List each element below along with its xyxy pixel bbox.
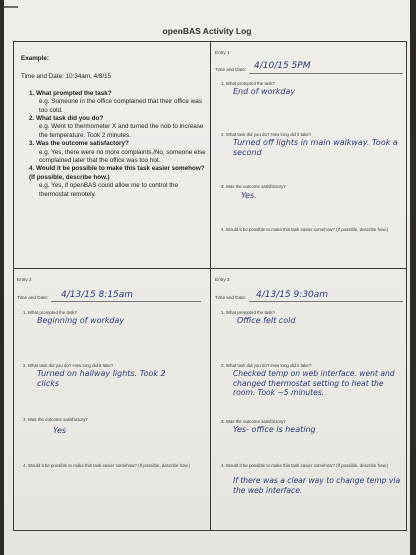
entry-2-cell xyxy=(13,269,210,529)
example-item-3: 3. Was the outcome satisfactory? e.g. Yes, there were no more complaints./No, someone else complained later that the office was too hot. xyxy=(29,140,206,165)
entry-3-time-date-label: Time and Date: xyxy=(215,295,247,300)
example-heading: Example: xyxy=(21,55,49,62)
entry-3-a1: Office felt cold xyxy=(237,316,296,325)
example-item-2: 2. What task did you do? e.g. Went to thermometer X and turned the nob to increase the temperature. Took 2 minutes. xyxy=(29,115,204,139)
entry-1-q4: 4. Would it be possible to make this task easier somehow? (If possible, describe how.) xyxy=(221,227,389,232)
entry-3-a4: If there was a clear way to change temp via the web interface. xyxy=(233,476,401,495)
entry-1-a1: End of workday xyxy=(233,87,296,96)
entry-1-a3: Yes. xyxy=(241,191,257,200)
entry-1-time-date-value: 4/10/15 5PM xyxy=(254,61,311,71)
entry-3-q2: 2. What task did you do? How long did it take? xyxy=(221,363,312,368)
entry-1-label: Entry 1 xyxy=(215,50,230,55)
entry-2-q3: 3. Was the outcome satisfactory? xyxy=(23,417,88,422)
example-item-4: 4. Would it be possible to make this task easier somehow? (If possible, describe how.) e.g. Yes, if openBAS could allow me to control the thermostat remotely. xyxy=(29,165,205,198)
paper-mark xyxy=(4,6,18,8)
entry-2-label: Entry 2 xyxy=(17,277,32,282)
entry-1-time-date-label: Time and Date: xyxy=(215,67,247,72)
entry-2-q4: 4. Would it be possible to make this task easier somehow? (If possible, describe how.) xyxy=(23,463,191,468)
entry-3-q1: 1. What prompted the task? xyxy=(221,310,275,315)
entry-2-q2: 2. What task did you do? How long did it take? xyxy=(23,363,114,368)
entry-2-a1: Beginning of workday xyxy=(37,316,125,325)
entry-1-q3: 3. Was the outcome satisfactory? xyxy=(221,184,286,189)
entry-1-q2: 2. What task did you do? How long did it take? xyxy=(221,132,312,137)
entry-3-a3: Yes- office is heating xyxy=(233,425,316,434)
entry-2-time-date-label: Time and Date: xyxy=(17,295,49,300)
entry-2-time-date-value: 4/13/15 8:15am xyxy=(61,290,134,300)
entry-3-a2: Checked temp on web interface. went and changed thermostat setting to heat the room. Took ~5 minutes. xyxy=(233,369,395,397)
entry-1-q1: 1. What prompted the task? xyxy=(221,81,275,86)
example-time-date: Time and Date: 10:34am, 4/8/15 xyxy=(21,73,112,81)
entry-2-a3: Yes xyxy=(53,426,67,435)
example-item-1: 1. What prompted the task? e.g. Someone in the office complained that their office was too cold. xyxy=(29,89,202,114)
entry-1-cell xyxy=(211,41,406,268)
entry-2-a2: Turned on hallway lights. Took 2 clicks xyxy=(37,369,166,388)
entry-3-time-date-value: 4/13/15 9:30am xyxy=(256,290,329,300)
activity-log-sheet xyxy=(4,0,410,555)
entry-3-q4: 4. Would it be possible to make this task easier somehow? (If possible, describe how.) xyxy=(221,463,389,468)
page-title: openBAS Activity Log xyxy=(162,26,252,36)
entry-3-cell xyxy=(211,269,406,529)
entry-3-q3: 3. Was the outcome satisfactory? xyxy=(221,419,286,424)
entry-2-q1: 1. What prompted the task? xyxy=(23,310,77,315)
entry-1-a2: Turned off lights in main walkway. Took a second xyxy=(233,138,398,157)
entry-3-label: Entry 3 xyxy=(215,277,230,282)
example-cell xyxy=(21,55,207,199)
